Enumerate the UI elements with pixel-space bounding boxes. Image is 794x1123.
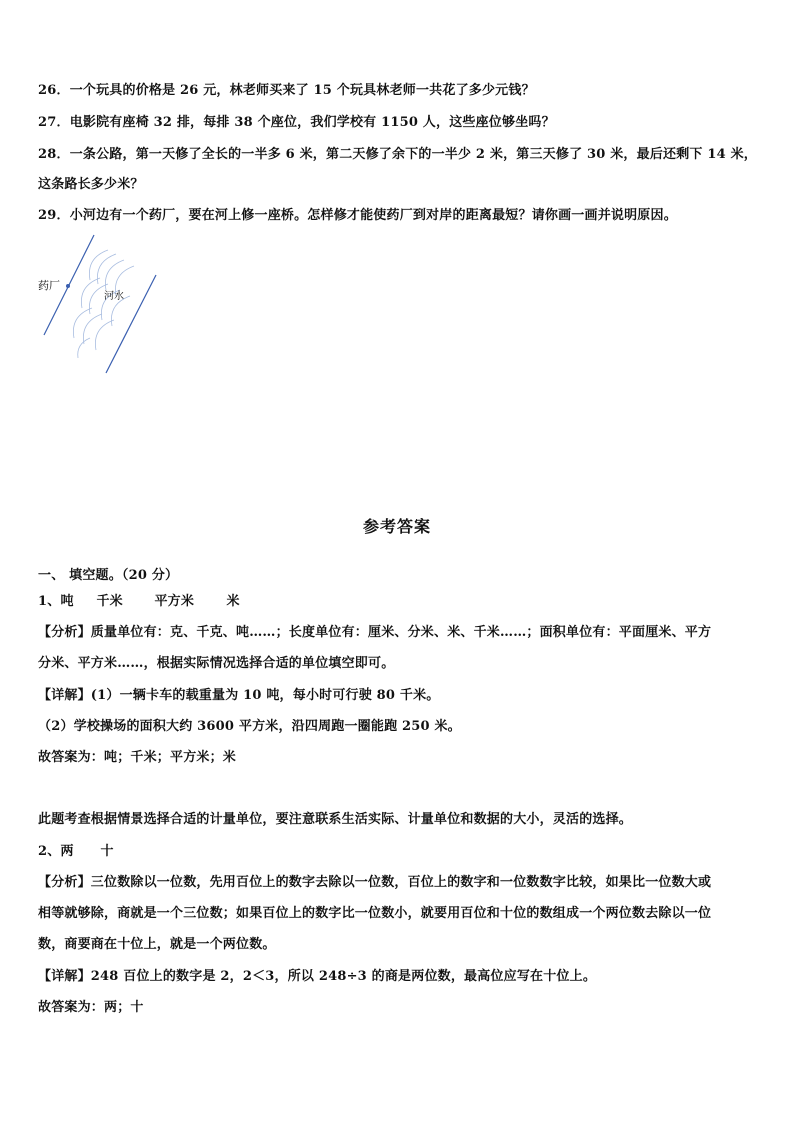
- question-28-line-2: 这条路长多少米？: [38, 177, 144, 192]
- answer-1-detail-line-1: 【详解】(1）一辆卡车的载重量为 10 吨，每小时可行驶 80 千米。: [38, 688, 440, 703]
- answer-1-unit-3: 平方米: [154, 594, 195, 609]
- answer-1-units: [38, 593, 762, 611]
- question-29: 29．小河边有一个药厂，要在河上修一座桥。怎样修才能使药厂到对岸的距离最短？请你画一画并说明原因。: [38, 208, 677, 223]
- question-26: 26．一个玩具的价格是 26 元，林老师买来了 15 个玩具林老师一共花了多少元钱？: [38, 83, 535, 98]
- answer-2-analysis-line-3: 数，商要商在十位上，就是一个两位数。: [38, 937, 276, 952]
- answer-1-analysis-line-1: 【分析】质量单位有：克、千克、吨……；长度单位有：厘米、分米、米、千米……；面积单位有：平面厘米、平方: [38, 625, 712, 640]
- answer-2-units: [38, 843, 762, 861]
- river-figure: [30, 230, 170, 380]
- question-28-line-1: 28．一条公路，第一天修了全长的一半多 6 米，第二天修了余下的一半少 2 米，第三天修了 30 米，最后还剩下 14 米，: [38, 147, 757, 162]
- answer-2-analysis-line-1: 【分析】三位数除以一位数，先用百位上的数字去除以一位数，百位上的数字和一位数数字比较，如果比一位数大或: [38, 875, 712, 890]
- answer-1-final: 故答案为：吨；千米；平方米；米: [38, 750, 237, 765]
- answer-2-number: 2、: [38, 844, 61, 859]
- answer-1-note: 此题考查根据情景选择合适的计量单位，要注意联系生活实际、计量单位和数据的大小，灵活的选择。: [38, 812, 633, 827]
- answer-2-detail: 【详解】248 百位上的数字是 2，2＜3，所以 248÷3 的商是两位数，最高位应写在十位上。: [38, 969, 597, 984]
- answers-title: 参考答案: [362, 517, 431, 536]
- question-27: 27．电影院有座椅 32 排，每排 38 个座位，我们学校有 1150 人，这些座位够坐吗？: [38, 115, 555, 130]
- answer-1-unit-1: 吨: [60, 594, 74, 609]
- answer-1-number: 1、: [38, 594, 61, 609]
- answer-2-unit-1: 两: [60, 844, 74, 859]
- water-wave-lines: [73, 250, 134, 358]
- answer-1-unit-2: 千米: [96, 594, 123, 609]
- answer-1-analysis-line-2: 分米、平方米……，根据实际情况选择合适的单位填空即可。: [38, 656, 395, 671]
- river-label: 河水: [104, 291, 124, 302]
- factory-point: [66, 284, 70, 288]
- answer-1-unit-4: 米: [226, 594, 240, 609]
- factory-label: 药厂: [38, 279, 60, 292]
- answer-1-detail-line-2: （2）学校操场的面积大约 3600 平方米，沿四周跑一圈能跑 250 米。: [38, 719, 461, 734]
- answer-2-unit-2: 十: [100, 844, 114, 859]
- answer-2-final: 故答案为：两；十: [38, 1000, 144, 1015]
- section-1-heading: 一、 填空题。（20 分）: [38, 568, 179, 583]
- answer-2-analysis-line-2: 相等就够除，商就是一个三位数；如果百位上的数字比一位数小，就要用百位和十位的数组成一个两位数去除以一位: [38, 906, 712, 921]
